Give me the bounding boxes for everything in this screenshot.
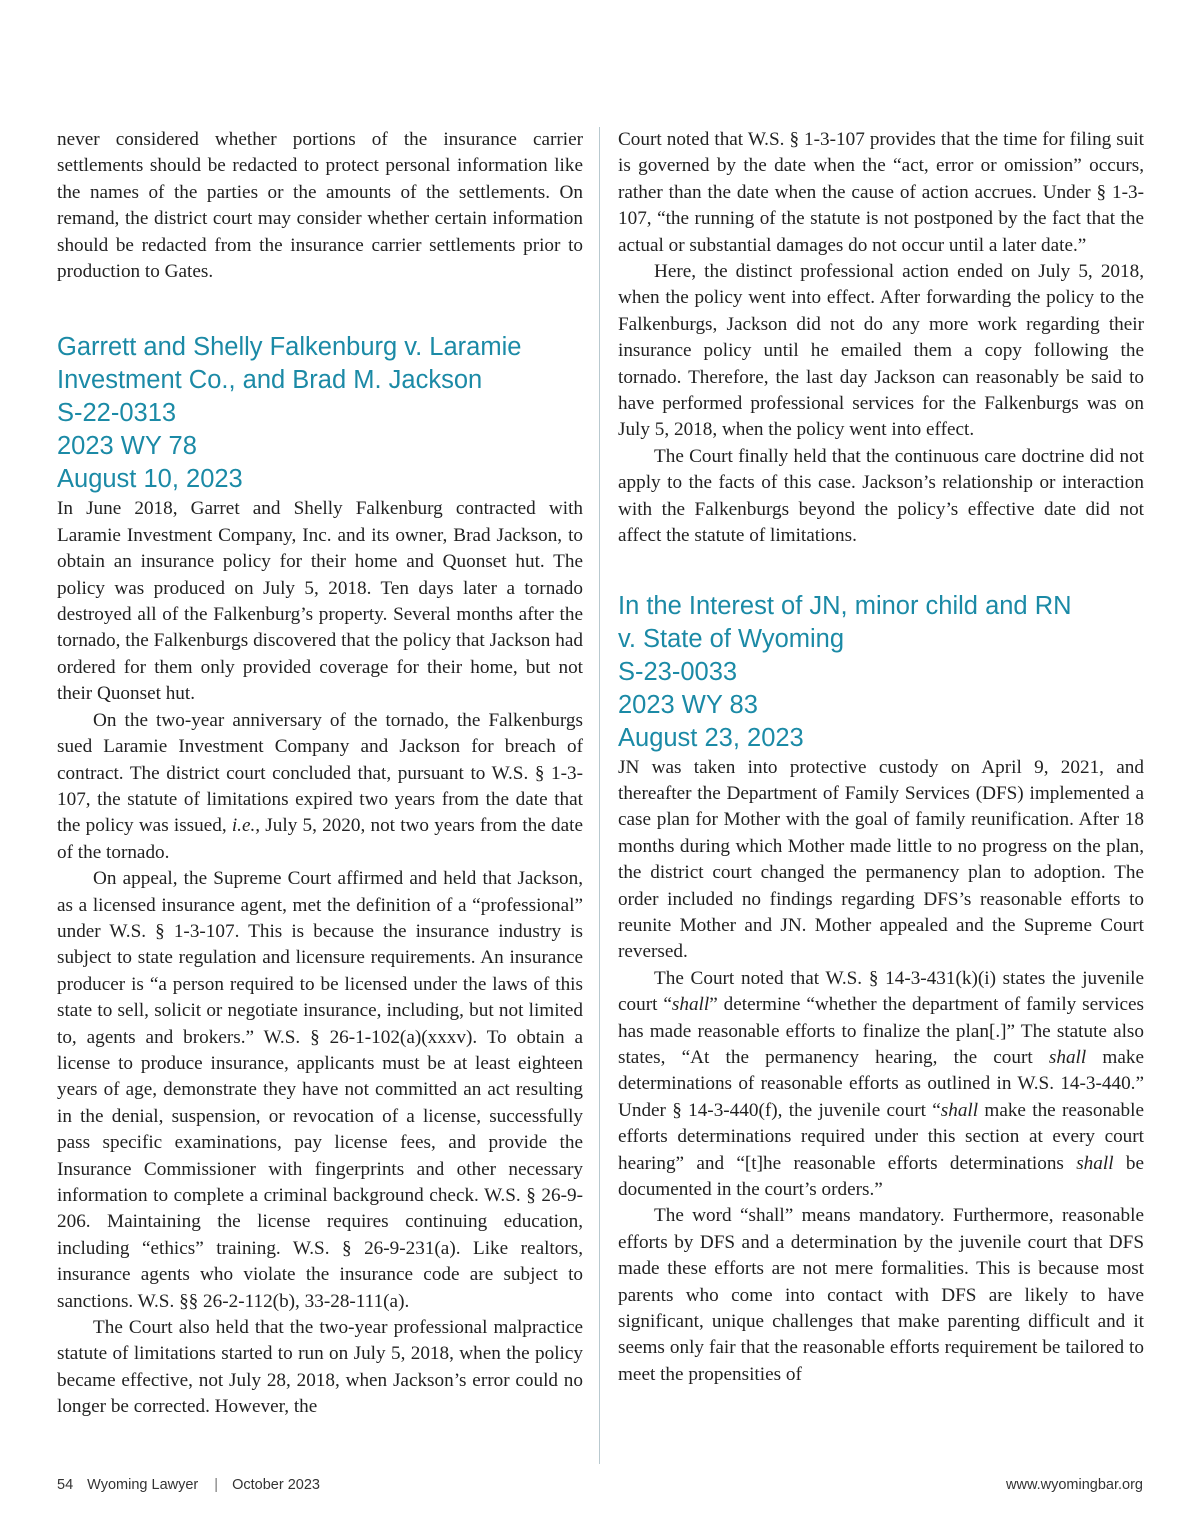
case-date: August 23, 2023	[618, 723, 804, 752]
italic-run: shall	[1048, 1046, 1087, 1068]
case-citation: 2023 WY 78	[57, 432, 197, 461]
text-run: On the two-year anniversary of the tornado, the Falkenburgs sued Laramie Investment Company and Jackson for breach of contract. The district court concluded that, pursuant to W.S. § 1-3-107, the statute of limitations expired two years from the date that the policy was issued,	[57, 709, 583, 837]
jn-paragraph-2	[618, 966, 1144, 1204]
footer-separator: |	[214, 1477, 219, 1493]
case-title-line-2: Investment Co., and Brad M. Jackson	[57, 366, 483, 395]
case-citation: 2023 WY 83	[618, 690, 758, 719]
jn-paragraph-1: JN was taken into protective custody on April 9, 2021, and thereafter the Department of Family Services (DFS) implemented a case plan for Mother with the goal of family reunification. After 18 months during which Mother made little to no progress on the plan, the district court changed the permanency plan to adoption. The order included no findings regarding DFS’s reasonable efforts to reunite Mother and JN. Mother appealed and the Supreme Court reversed.	[618, 756, 1144, 963]
case-title-line-1: Garrett and Shelly Falkenburg v. Laramie	[57, 333, 522, 362]
page-number: 54	[57, 1477, 74, 1493]
case-heading-falkenburg	[57, 331, 583, 496]
case-date: August 10, 2023	[57, 465, 243, 494]
falkenburg-paragraph-3: On appeal, the Supreme Court affirmed and held that Jackson, as a licensed insurance agent, met the definition of a “professional” under W.S. § 1-3-107. This is because the insurance industry is subject to state regulation and licensure requirements. An insurance producer is “a person required to be licensed under the laws of this state to sell, solicit or negotiate insurance, including, but not limited to, agents and brokers.” W.S. § 26-1-102(a)(xxxv). To obtain a license to produce insurance, applicants must be at least eighteen years of age, demonstrate they have not committed an act resulting in the denial, suspension, or revocation of a license, successfully pass specific examinations, pay license fees, and provide the Insurance Commissioner with fingerprints and other necessary information to complete a criminal background check. W.S. § 26-9-206. Maintaining the license requires continuing education, including “ethics” training. W.S. § 26-9-231(a). Like realtors, insurance agents who violate the insurance code are subject to sanctions. W.S. §§ 26-2-112(b), 33-28-111(a).	[57, 868, 583, 1312]
case-docket: S-22-0313	[57, 399, 177, 428]
case-title-line-2: v. State of Wyoming	[618, 624, 845, 653]
falkenburg-paragraph-6: The Court finally held that the continuous care doctrine did not apply to the facts of this case. Jackson’s relationship or interaction with the Falkenburgs beyond the policy’s effective date did not affect the statute of limitations.	[618, 445, 1144, 547]
falkenburg-paragraph-2	[57, 708, 583, 866]
case-heading-jn	[618, 590, 1144, 755]
case-docket: S-23-0033	[618, 657, 738, 686]
text-run: make determinations of reasonable efforts as outlined in W.S. 14-3-440.” Under § 14-3-440(f), the juvenile court “	[618, 1046, 1144, 1121]
text-run: July 5, 2020, not two years from the date of the tornado.	[57, 815, 583, 863]
issue-date: October 2023	[232, 1477, 320, 1493]
publication-name: Wyoming Lawyer	[87, 1477, 199, 1493]
italic-run: shall	[1076, 1152, 1114, 1174]
website-link[interactable]: www.wyomingbar.org	[1006, 1477, 1143, 1493]
column-divider	[599, 127, 600, 1464]
intro-paragraph: never considered whether portions of the insurance carrier settlements should be redacted to protect personal information like the names of the parties or the amounts of the settlements. On remand, the district court may consider whether certain information should be redacted from the insurance carrier settlements prior to production to Gates.	[57, 129, 583, 283]
italic-run: i.e.,	[231, 815, 261, 837]
case-title-line-1: In the Interest of JN, minor child and RN	[618, 591, 1072, 620]
text-run: make the reasonable efforts determinations required under this section at every court hearing” and “[t]he reasonable efforts determinations	[618, 1099, 1145, 1174]
italic-run: shall	[671, 994, 710, 1016]
text-run: be documented in the court’s orders.”	[618, 1152, 1144, 1200]
falkenburg-paragraph-5: Here, the distinct professional action ended on July 5, 2018, when the policy went into effect. After forwarding the policy to the Falkenburgs, Jackson did not do any more work regarding their insurance policy until he emailed them a copy following the tornado. Therefore, the last day Jackson can reasonably be said to have performed professional services for the Falkenburgs was on July 5, 2018, when the policy went into effect.	[618, 261, 1144, 441]
page-footer	[57, 1477, 1143, 1497]
falkenburg-paragraph-1: In June 2018, Garret and Shelly Falkenburg contracted with Laramie Investment Company, Inc. and its owner, Brad Jackson, to obtain an insurance policy for their home and Quonset hut. The policy was produced on July 5, 2018. Ten days later a tornado destroyed all of the Falkenburg’s property. Several months after the tornado, the Falkenburgs discovered that the policy that Jackson had ordered for them only provided coverage for their home, but not their Quonset hut.	[57, 498, 583, 705]
continuation-paragraph: Court noted that W.S. § 1-3-107 provides that the time for filing suit is governed by the date when the “act, error or omission” occurs, rather than the date when the cause of action accrues. Under § 1-3-107, “the running of the statute is not postponed by the fact that the actual or substantial damages do not occur until a later date.”	[618, 129, 1144, 256]
italic-run: shall	[940, 1099, 979, 1121]
text-run: The Court noted that W.S. § 14-3-431(k)(i) states the juvenile court “	[618, 967, 1144, 1016]
text-run: ” determine “whether the department of family services has made reasonable efforts to finalize the plan[.]” The statute also states, “At the permanency hearing, the court	[618, 994, 1144, 1068]
jn-paragraph-3: The word “shall” means mandatory. Furthermore, reasonable efforts by DFS and a determination by the juvenile court that DFS made these efforts are not mere formalities. This is because most parents who come into contact with DFS are likely to have significant, unique challenges that make parenting difficult and it seems only fair that the reasonable efforts requirement be tailored to meet the propensities of	[618, 1205, 1144, 1385]
left-column	[57, 127, 583, 1421]
falkenburg-paragraph-4: The Court also held that the two-year professional malpractice statute of limitations started to run on July 5, 2018, when the policy became effective, not July 28, 2018, when Jackson’s error could no longer be corrected. However, the	[57, 1317, 583, 1418]
footer-left	[57, 1477, 330, 1493]
right-column	[618, 127, 1144, 1388]
